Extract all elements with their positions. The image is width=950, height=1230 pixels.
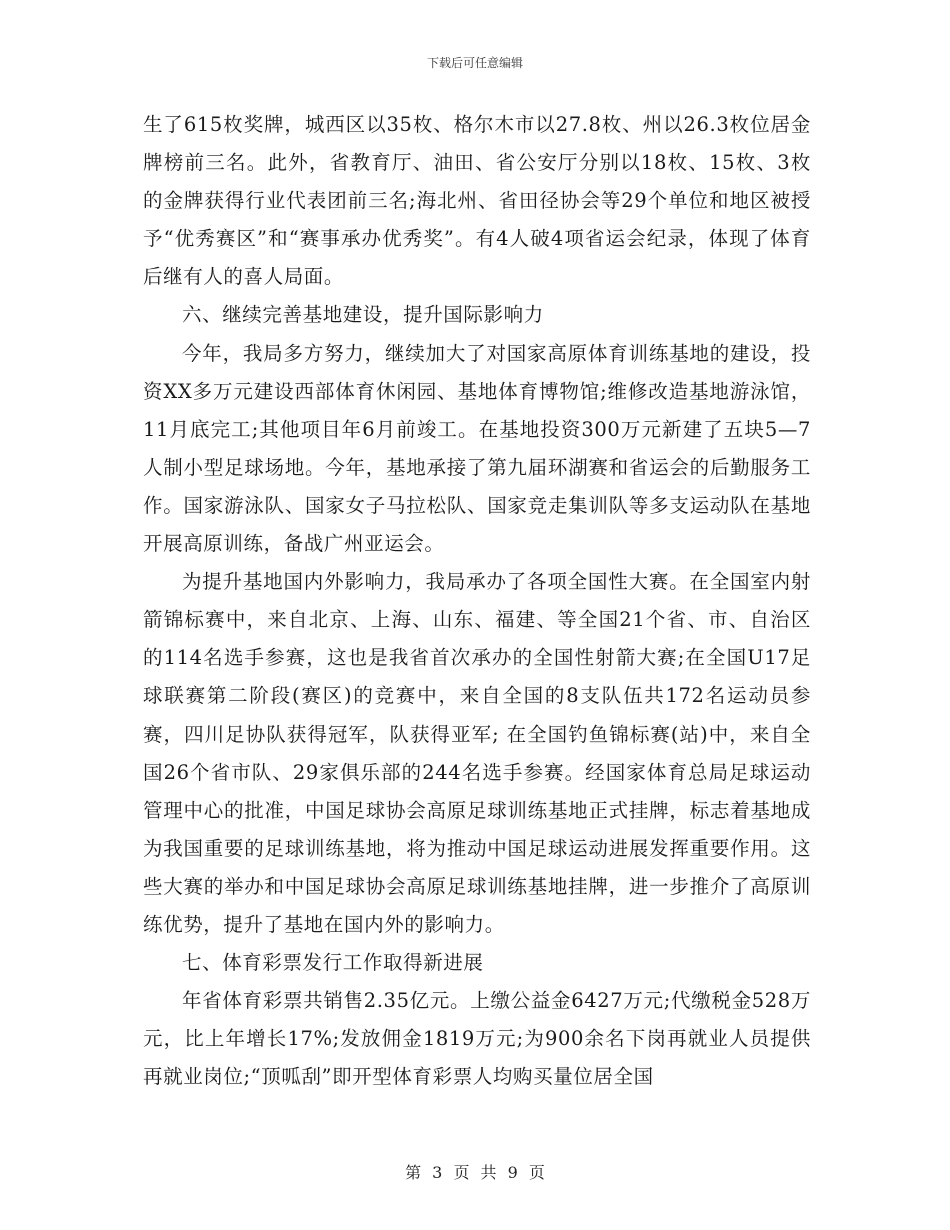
section-heading-base-construction: 六、继续完善基地建设，提升国际影响力 <box>182 303 544 327</box>
paragraph-sports-lottery: 年省体育彩票共销售2.35亿元。上缴公益金6427万元;代缴税金528万元，比上年增长17%;发放佣金1819万元;为900余名下岗再就业人员提供再就业岗位;“顶呱刮”即开型体育彩票人均购买量位居全国 <box>143 989 811 1089</box>
document-body <box>143 106 811 1096</box>
page-header: 下载后可任意编辑 <box>426 56 523 70</box>
section-heading-sports-lottery: 七、体育彩票发行工作取得新进展 <box>182 951 484 975</box>
page-footer: 第 3 页 共 9 页 <box>405 1163 545 1182</box>
paragraph-base-construction: 今年，我局多方努力，继续加大了对国家高原体育训练基地的建设，投资XX多万元建设西部体育休闲园、基地体育博物馆;维修改造基地游泳馆，11月底完工;其他项目年6月前竣工。在基地投资300万元新建了五块5—7人制小型足球场地。今年，基地承接了第九届环湖赛和省运会的后勤服务工作。国家游泳队、国家女子马拉松队、国家竞走集训队等多支运动队在基地开展高原训练，备战广州亚运会。 <box>143 341 811 556</box>
paragraph-national-events: 为提升基地国内外影响力，我局承办了各项全国性大赛。在全国室内射箭锦标赛中，来自北京、上海、山东、福建、等全国21个省、市、自治区的114名选手参赛，这也是我省首次承办的全国性射箭大赛;在全国U17足球联赛第二阶段(赛区)的竞赛中，来自全国的8支队伍共172名运动员参赛，四川足协队获得冠军，队获得亚军; 在全国钓鱼锦标赛(站)中，来自全国26个省市队、29家俱乐部的244名选手参赛。经国家体育总局足球运动管理中心的批准，中国足球协会高原足球训练基地正式挂牌，标志着基地成为我国重要的足球训练基地，将为推动中国足球运动进展发挥重要作用。这些大赛的举办和中国足球协会高原足球训练基地挂牌，进一步推介了高原训练优势，提升了基地在国内外的影响力。 <box>143 570 811 936</box>
paragraph-medal-results: 生了615枚奖牌，城西区以35枚、格尔木市以27.8枚、州以26.3枚位居金牌榜前三名。此外，省教育厅、油田、省公安厅分别以18枚、15枚、3枚的金牌获得行业代表团前三名;海北州、省田径协会等29个单位和地区被授予“优秀赛区”和“赛事承办优秀奖”。有4人破4项省运会纪录，体现了体育后继有人的喜人局面。 <box>143 113 811 289</box>
